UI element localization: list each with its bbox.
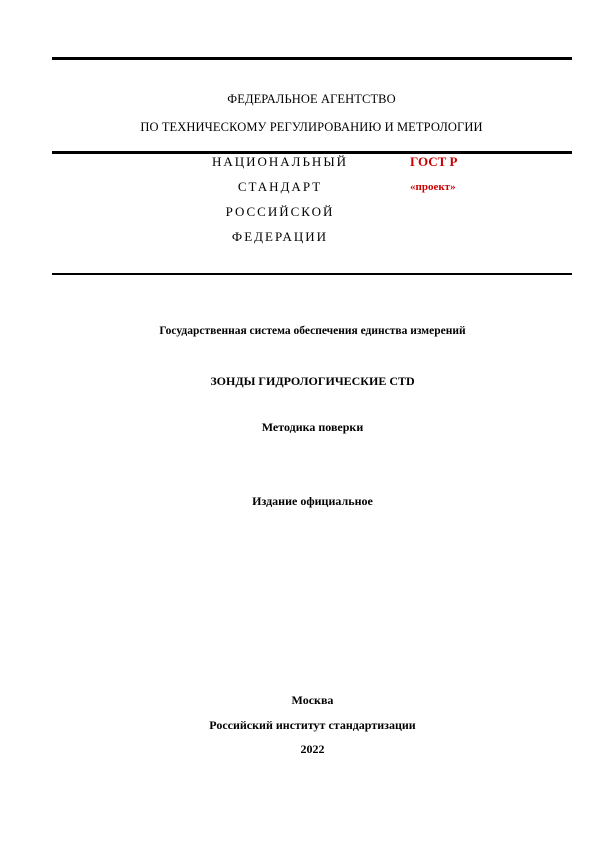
draft-status-label: «проект» <box>410 181 456 193</box>
bottom-rule <box>52 273 572 275</box>
gost-code: ГОСТ Р <box>410 154 458 169</box>
national-standard-label <box>190 152 370 253</box>
standard-series: Государственная система обеспечения единства измерений <box>159 325 466 337</box>
top-rule <box>52 57 572 60</box>
edition-label: Издание официальное <box>252 494 373 508</box>
document-subtitle: Методика поверки <box>261 420 364 434</box>
publisher-name: Российский институт стандартизации <box>209 718 416 732</box>
standard-type-line-4: ФЕДЕРАЦИИ <box>231 229 329 244</box>
publication-year: 2022 <box>300 742 325 756</box>
agency-name-line-1: ФЕДЕРАЛЬНОЕ АГЕНТСТВО <box>227 92 396 106</box>
standard-type-line-2: СТАНДАРТ <box>237 179 323 194</box>
agency-name-line-2: ПО ТЕХНИЧЕСКОМУ РЕГУЛИРОВАНИЮ И МЕТРОЛОГИИ <box>140 120 483 134</box>
publication-city: Москва <box>291 693 334 707</box>
standard-type-line-1: НАЦИОНАЛЬНЫЙ <box>211 154 349 169</box>
standard-type-line-3: РОССИЙСКОЙ <box>225 204 335 219</box>
document-title: ЗОНДЫ ГИДРОЛОГИЧЕСКИЕ CTD <box>210 374 415 388</box>
gost-designation <box>410 153 457 195</box>
